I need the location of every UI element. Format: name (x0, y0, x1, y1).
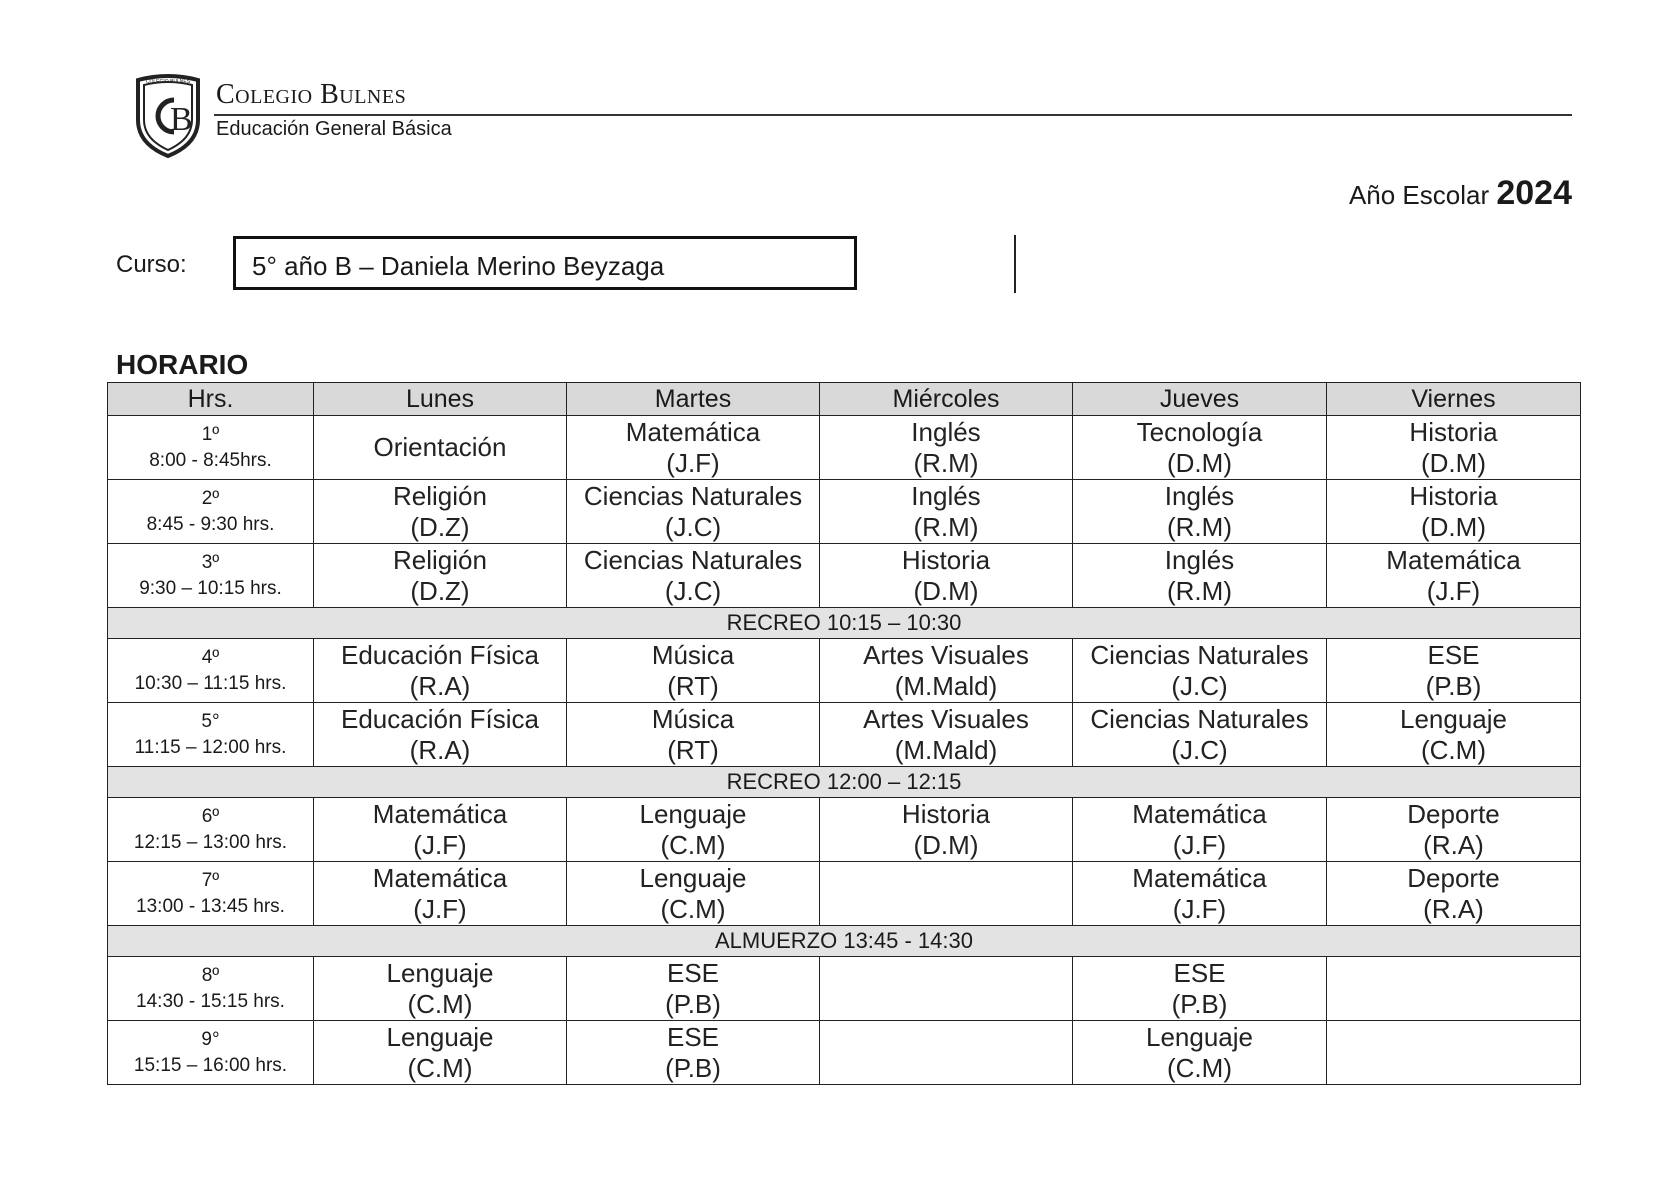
break-label: RECREO 12:00 – 12:15 (108, 767, 1581, 798)
period-hours-cell (108, 544, 314, 608)
period-time: 9:30 – 10:15 hrs. (139, 577, 282, 599)
header-divider (214, 114, 1572, 116)
class-cell-thursday (1073, 544, 1327, 608)
teacher-initials: (D.Z) (410, 511, 470, 542)
period-number: 2º (201, 487, 220, 509)
class-cell-wednesday (820, 544, 1073, 608)
course-box: 5° año B – Daniela Merino Beyzaga (233, 236, 857, 290)
subject-name: Lenguaje (386, 957, 494, 988)
header-thursday: Jueves (1073, 383, 1327, 416)
period-hours-cell (108, 480, 314, 544)
header-friday: Viernes (1327, 383, 1581, 416)
class-cell-wednesday (820, 480, 1073, 544)
subject-name: Inglés (911, 480, 981, 511)
teacher-initials: (R.M) (1167, 575, 1232, 606)
class-cell-wednesday (820, 862, 1073, 926)
period-time: 10:30 – 11:15 hrs. (134, 672, 287, 694)
break-row (108, 767, 1581, 798)
period-number: 6º (201, 805, 220, 827)
teacher-initials: (J.F) (413, 829, 467, 860)
subject-name: Ciencias Naturales (583, 480, 803, 511)
class-cell-friday (1327, 639, 1581, 703)
class-cell-thursday (1073, 703, 1327, 767)
teacher-initials: (R.M) (913, 447, 979, 478)
period-hours-cell (108, 862, 314, 926)
period-hours-cell (108, 798, 314, 862)
class-cell-thursday (1073, 416, 1327, 480)
subject-name: Matemática (372, 862, 508, 893)
teacher-initials: (P.B) (1425, 670, 1482, 701)
subject-name: Religión (393, 480, 487, 511)
subject-name: Deporte (1407, 862, 1500, 893)
period-time: 14:30 - 15:15 hrs. (136, 990, 285, 1012)
period-row (108, 416, 1581, 480)
period-row (108, 957, 1581, 1021)
teacher-initials: (P.B) (1171, 988, 1228, 1019)
period-row (108, 544, 1581, 608)
class-cell-tuesday (567, 416, 820, 480)
period-time: 11:15 – 12:00 hrs. (134, 736, 287, 758)
subject-name: Inglés (911, 416, 981, 447)
vertical-divider (1014, 235, 1016, 293)
class-cell-monday (314, 544, 567, 608)
period-number: 8º (201, 964, 220, 986)
teacher-initials: (R.A) (409, 670, 471, 701)
subject-name: Lenguaje (1400, 703, 1507, 734)
header-monday: Lunes (314, 383, 567, 416)
teacher-initials: (J.C) (1171, 734, 1228, 765)
class-cell-monday (314, 1021, 567, 1085)
teacher-initials: (C.M) (407, 1052, 473, 1083)
subject-name: ESE (1173, 957, 1226, 988)
class-cell-friday (1327, 544, 1581, 608)
class-cell-friday (1327, 1021, 1581, 1085)
schedule-table (107, 382, 1581, 1085)
course-label: Curso: (116, 251, 187, 278)
class-cell-wednesday (820, 1021, 1073, 1085)
teacher-initials: (J.F) (1172, 829, 1227, 860)
teacher-initials: (J.F) (1172, 893, 1227, 924)
teacher-initials: (M.Mald) (894, 670, 998, 701)
subject-name: Música (651, 703, 735, 734)
subject-name: Lenguaje (639, 798, 747, 829)
subject-name: Educación Física (341, 703, 539, 734)
subject-name: ESE (1427, 639, 1480, 670)
subject-name: Matemática (372, 798, 508, 829)
period-time: 8:45 - 9:30 hrs. (146, 513, 275, 535)
class-cell-wednesday (820, 798, 1073, 862)
class-cell-wednesday (820, 703, 1073, 767)
period-time: 12:15 – 13:00 hrs. (133, 831, 288, 853)
subject-name: ESE (666, 1021, 720, 1052)
class-cell-tuesday (567, 862, 820, 926)
period-row (108, 480, 1581, 544)
period-row (108, 1021, 1581, 1085)
teacher-initials: (D.M) (1421, 511, 1486, 542)
class-cell-thursday (1073, 798, 1327, 862)
subject-name: Orientación (373, 432, 507, 462)
svg-text:B: B (170, 101, 193, 138)
period-number: 3º (201, 551, 220, 573)
class-cell-monday (314, 862, 567, 926)
class-cell-wednesday (820, 416, 1073, 480)
subject-name: Historia (901, 798, 991, 829)
teacher-initials: (P.B) (665, 988, 721, 1019)
class-cell-monday (314, 480, 567, 544)
subject-name: ESE (666, 957, 720, 988)
teacher-initials: (R.M) (1167, 511, 1232, 542)
teacher-initials: (J.F) (1426, 575, 1481, 606)
subject-name: Artes Visuales (863, 703, 1029, 734)
subject-name: Música (651, 639, 735, 670)
teacher-initials: (P.B) (665, 1052, 721, 1083)
header-hours: Hrs. (108, 383, 314, 416)
teacher-initials: (D.Z) (410, 575, 470, 606)
class-cell-tuesday (567, 544, 820, 608)
subject-name: Matemática (625, 416, 761, 447)
class-cell-wednesday (820, 957, 1073, 1021)
subject-name: Matemática (1132, 798, 1267, 829)
teacher-initials: (J.C) (664, 575, 722, 606)
break-label: RECREO 10:15 – 10:30 (108, 608, 1581, 639)
year-value: 2024 (1496, 174, 1572, 212)
subject-name: Lenguaje (639, 862, 747, 893)
class-cell-monday (314, 416, 567, 480)
subject-name: Historia (901, 544, 991, 575)
subject-name: Inglés (1164, 544, 1235, 575)
class-cell-tuesday (567, 639, 820, 703)
period-hours-cell (108, 703, 314, 767)
period-hours-cell (108, 957, 314, 1021)
class-cell-tuesday (567, 703, 820, 767)
subject-name: Matemática (1386, 544, 1521, 575)
teacher-initials: (C.M) (660, 893, 726, 924)
period-number: 7º (201, 869, 220, 891)
subject-name: Historia (1409, 480, 1498, 511)
period-row (108, 639, 1581, 703)
subject-name: Inglés (1164, 480, 1235, 511)
class-cell-thursday (1073, 1021, 1327, 1085)
period-row (108, 703, 1581, 767)
class-cell-thursday (1073, 862, 1327, 926)
period-number: 4º (201, 646, 220, 668)
class-cell-tuesday (567, 1021, 820, 1085)
subject-name: Religión (393, 544, 487, 575)
class-cell-monday (314, 798, 567, 862)
class-cell-friday (1327, 862, 1581, 926)
teacher-initials: (D.M) (913, 829, 979, 860)
teacher-initials: (J.F) (666, 447, 720, 478)
teacher-initials: (R.A) (1423, 829, 1484, 860)
break-label: ALMUERZO 13:45 - 14:30 (108, 926, 1581, 957)
logo-text: COLEGIO BULNES (145, 79, 191, 85)
header-wednesday: Miércoles (820, 383, 1073, 416)
subject-name: Educación Física (341, 639, 539, 670)
subject-name: Ciencias Naturales (583, 544, 803, 575)
subject-name: Artes Visuales (863, 639, 1029, 670)
teacher-initials: (J.C) (1171, 670, 1228, 701)
subject-name: Ciencias Naturales (1090, 703, 1309, 734)
teacher-initials: (R.A) (409, 734, 471, 765)
class-cell-monday (314, 703, 567, 767)
teacher-initials: (C.M) (660, 829, 726, 860)
period-hours-cell (108, 639, 314, 703)
teacher-initials: (D.M) (1421, 447, 1486, 478)
class-cell-monday (314, 957, 567, 1021)
class-cell-thursday (1073, 639, 1327, 703)
subject-name: Lenguaje (386, 1021, 494, 1052)
header-tuesday: Martes (567, 383, 820, 416)
period-hours-cell (108, 416, 314, 480)
class-cell-monday (314, 639, 567, 703)
subject-name: Ciencias Naturales (1090, 639, 1309, 670)
subject-name: Lenguaje (1146, 1021, 1253, 1052)
class-cell-tuesday (567, 480, 820, 544)
period-number: 1º (201, 423, 220, 445)
period-time: 8:00 - 8:45hrs. (149, 449, 272, 471)
class-cell-friday (1327, 416, 1581, 480)
school-subtitle: Educación General Básica (216, 118, 452, 140)
school-crest-logo (132, 70, 204, 160)
teacher-initials: (J.C) (664, 511, 722, 542)
period-time: 13:00 - 13:45 hrs. (136, 895, 285, 917)
teacher-initials: (RT) (667, 670, 719, 701)
subject-name: Deporte (1407, 798, 1500, 829)
class-cell-tuesday (567, 798, 820, 862)
teacher-initials: (J.F) (413, 893, 467, 924)
teacher-initials: (D.M) (1167, 447, 1232, 478)
subject-name: Tecnología (1136, 416, 1263, 447)
class-cell-friday (1327, 957, 1581, 1021)
teacher-initials: (C.M) (1421, 734, 1486, 765)
break-row (108, 608, 1581, 639)
year-label: Año Escolar (1348, 180, 1490, 210)
class-cell-thursday (1073, 957, 1327, 1021)
teacher-initials: (R.A) (1423, 893, 1484, 924)
schedule-header-row (108, 383, 1581, 416)
teacher-initials: (R.M) (913, 511, 979, 542)
period-row (108, 862, 1581, 926)
subject-name: Historia (1409, 416, 1498, 447)
class-cell-wednesday (820, 639, 1073, 703)
period-number: 9° (201, 1028, 220, 1050)
period-time: 15:15 – 16:00 hrs. (133, 1054, 288, 1076)
teacher-initials: (D.M) (913, 575, 979, 606)
schedule-body (108, 416, 1581, 1085)
teacher-initials: (C.M) (1167, 1052, 1232, 1083)
teacher-initials: (RT) (667, 734, 719, 765)
period-row (108, 798, 1581, 862)
class-cell-tuesday (567, 957, 820, 1021)
schedule-title: HORARIO (116, 349, 249, 380)
period-number: 5° (201, 710, 220, 732)
teacher-initials: (M.Mald) (894, 734, 998, 765)
class-cell-friday (1327, 798, 1581, 862)
teacher-initials: (C.M) (407, 988, 473, 1019)
class-cell-friday (1327, 703, 1581, 767)
class-cell-friday (1327, 480, 1581, 544)
subject-name: Matemática (1132, 862, 1267, 893)
class-cell-thursday (1073, 480, 1327, 544)
school-year (1349, 174, 1572, 213)
break-row (108, 926, 1581, 957)
period-hours-cell (108, 1021, 314, 1085)
school-name: Colegio Bulnes (216, 79, 407, 110)
